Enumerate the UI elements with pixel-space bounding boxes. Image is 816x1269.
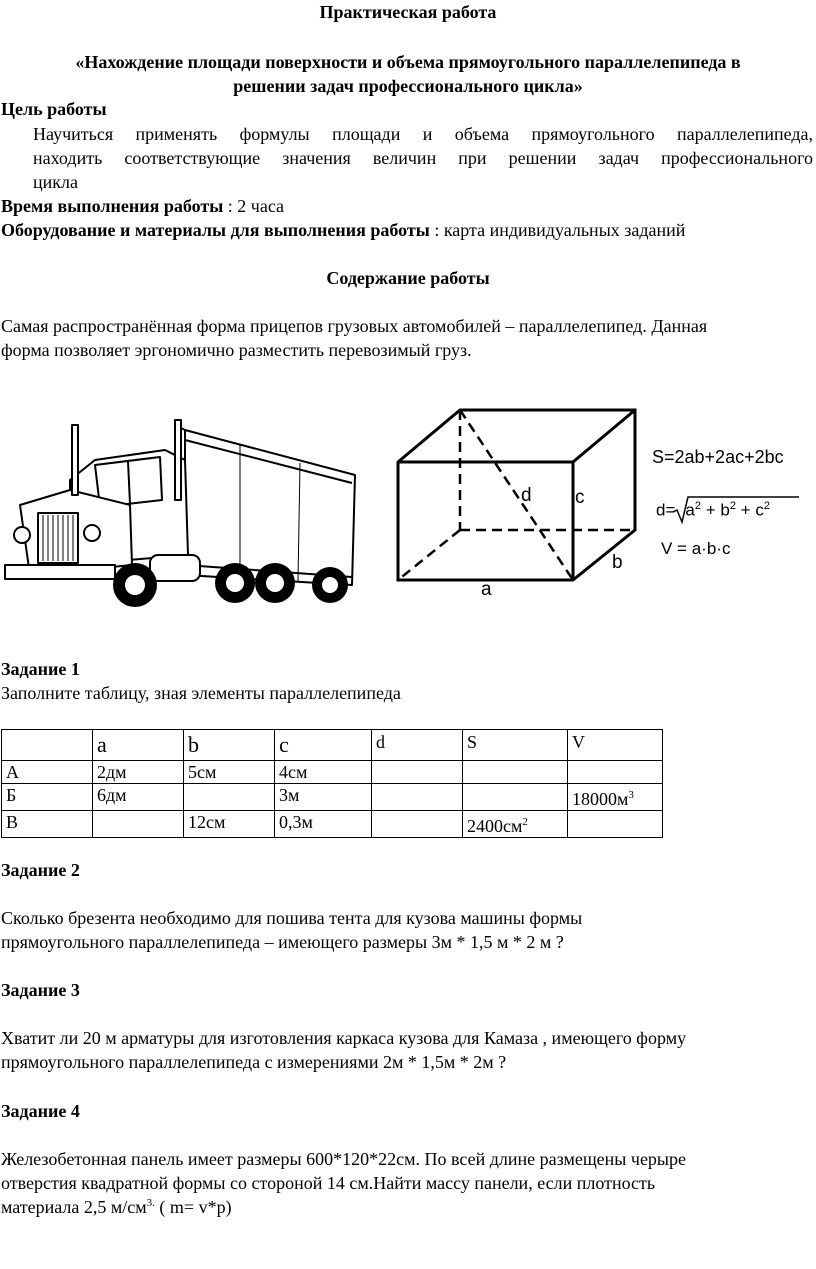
table-cell: 6дм <box>93 784 184 811</box>
intro-line-2: форма позволяет эргономично разместить перевозимый груз. <box>1 340 472 360</box>
goal-line-2: находить соответствующие значения величин при решении задач профессионального <box>33 148 813 168</box>
equipment-value: : карта индивидуальных заданий <box>429 220 686 240</box>
formula-d-c: + c <box>735 500 764 520</box>
task2-line-1: Сколько брезента необходимо для пошива тента для кузова машины формы <box>1 908 583 928</box>
table-cell <box>372 784 463 811</box>
time-value: : 2 часа <box>223 196 285 216</box>
label-d: d <box>521 485 532 506</box>
task1-table <box>1 729 663 838</box>
sqrt-icon <box>671 494 801 526</box>
formula-volume: V = a·b·c <box>661 539 731 558</box>
subtitle-line-1: «Нахождение площади поверхности и объема прямоугольного параллелепипеда в <box>75 52 741 72</box>
table-cell: 5см <box>184 761 275 784</box>
table-cell <box>184 784 275 811</box>
table-row <box>2 784 663 811</box>
table-cell <box>568 811 663 838</box>
table-cell: 3м <box>275 784 372 811</box>
task3-heading: Задание 3 <box>1 980 80 1000</box>
cubic-exponent: 3 <box>628 789 634 801</box>
label-a: a <box>481 579 492 600</box>
task1-heading: Задание 1 <box>1 659 80 679</box>
table-cell <box>372 811 463 838</box>
time-label: Время выполнения работы <box>1 196 224 216</box>
equipment-row <box>1 220 685 241</box>
table-header-cell: a <box>93 730 184 761</box>
table-cell: 0,3м <box>275 811 372 838</box>
table-cell <box>568 784 663 811</box>
table-cell: 12см <box>184 811 275 838</box>
intro-line-1: Самая распространённая форма прицепов грузовых автомобилей – параллелепипед. Данная <box>1 316 708 336</box>
table-cell <box>93 811 184 838</box>
page-title: Практическая работа <box>319 2 497 22</box>
task2-heading: Задание 2 <box>1 860 80 880</box>
exp-a: 2 <box>694 500 701 512</box>
table-header-cell: V <box>568 730 663 761</box>
exp-c: 2 <box>763 500 770 512</box>
table-cell: В <box>2 811 93 838</box>
task4-heading: Задание 4 <box>1 1101 80 1121</box>
task3-line-1: Хватит ли 20 м арматуры для изготовления каркаса кузова для Камаза , имеющего форму <box>1 1028 687 1048</box>
table-header-cell: d <box>372 730 463 761</box>
table-cell <box>463 811 568 838</box>
label-c: c <box>575 487 585 508</box>
content-heading: Содержание работы <box>326 268 490 288</box>
exp-b: 2 <box>729 500 736 512</box>
sqrt-group <box>675 500 770 521</box>
table-cell <box>372 761 463 784</box>
table-cell: 2дм <box>93 761 184 784</box>
table-header-row <box>2 730 663 761</box>
square-exponent: 2 <box>522 816 528 828</box>
table-header-cell <box>2 730 93 761</box>
task4-line-3 <box>1 1197 232 1218</box>
task4-line-3-text: материала 2,5 м/см <box>1 1197 147 1217</box>
table-header-cell: S <box>463 730 568 761</box>
task2-line-2: прямоугольного параллелепипеда – имеющего размеры 3м * 1,5 м * 2 м ? <box>1 932 564 952</box>
table-cell: Б <box>2 784 93 811</box>
table-header-cell: c <box>275 730 372 761</box>
parallelepiped-diagram <box>390 400 640 610</box>
table-cell: 4см <box>275 761 372 784</box>
task4-line-1: Железобетонная панель имеет размеры 600*120*22см. По всей длине размещены черыре <box>1 1149 687 1169</box>
label-b: b <box>612 552 623 573</box>
table-header-cell: b <box>184 730 275 761</box>
truck-illustration <box>0 405 360 610</box>
time-row <box>1 196 284 217</box>
table-cell <box>463 761 568 784</box>
formula-d-b: + b <box>700 500 730 520</box>
table-cell: А <box>2 761 93 784</box>
formula-diagonal <box>656 500 770 521</box>
subtitle-line-2: решении задач профессионального цикла» <box>233 76 583 96</box>
formula-d-a: a <box>685 500 695 520</box>
table-row <box>2 761 663 784</box>
task1-text: Заполните таблицу, зная элементы параллелепипеда <box>1 683 401 703</box>
goal-line-3: цикла <box>33 172 78 192</box>
goal-label: Цель работы <box>1 99 107 119</box>
goal-line-1: Научиться применять формулы площади и объема прямоугольного параллелепипеда, <box>33 124 813 144</box>
task3-line-2: прямоугольного параллелепипеда с измерениями 2м * 1,5м * 2м ? <box>1 1052 507 1072</box>
surface-value: 2400см <box>467 816 523 836</box>
task4-formula: ( m= v*p) <box>154 1197 232 1217</box>
task4-line-2: отверстия квадратной формы со стороной 14 см.Найти массу панели, если плотность <box>1 1173 656 1193</box>
formula-surface: S=2ab+2ac+2bc <box>652 447 784 467</box>
formula-d-prefix: d= <box>656 500 676 520</box>
table-cell <box>463 784 568 811</box>
table-cell <box>568 761 663 784</box>
table-row <box>2 811 663 838</box>
task4-exponent: 3. <box>146 1197 155 1209</box>
volume-value: 18000м <box>572 789 629 809</box>
equipment-label: Оборудование и материалы для выполнения работы <box>1 220 430 240</box>
